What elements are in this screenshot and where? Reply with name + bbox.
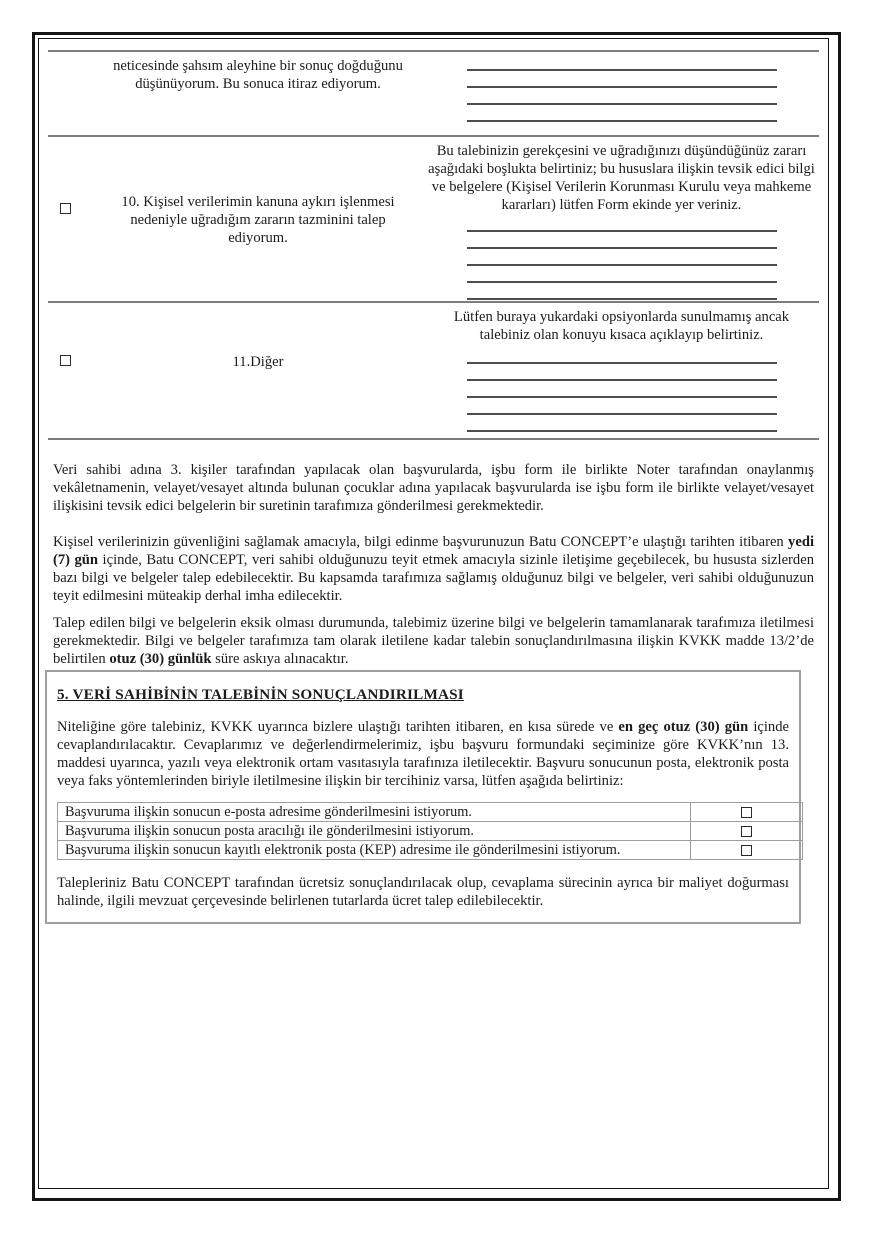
instructions-item-11: Lütfen buraya yukardaki opsiyonlarda sunulmamış ancak talebiniz olan konuyu kısaca açıklayıp belirtiniz.	[453, 309, 790, 343]
table-row-email-option	[58, 803, 803, 822]
checkbox-email-option[interactable]	[741, 807, 752, 818]
statement-item-10: 10. Kişisel verilerimin kanuna aykırı işlenmesi nedeniyle uğradığım zararın tazminini talep ediyorum.	[121, 194, 395, 246]
write-in-line[interactable]	[467, 347, 777, 364]
table-row-compensation	[48, 137, 819, 303]
request-options-table	[48, 50, 819, 440]
instructions-item-10: Bu talebinizin gerekçesini ve uğradığınızı düşündüğünüz zararı aşağıdaki boşlukta belirtiniz; bu hususlara ilişkin tevsik edici bilgi ve belgelere (Kişisel Verilerin Korunması Kurulu veya mahkeme kararları) lütfen Form ekinde yer veriniz.	[428, 143, 815, 213]
section5-box	[45, 670, 801, 924]
page-inner-border	[38, 38, 829, 1189]
write-in-line[interactable]	[467, 364, 777, 381]
page-outer-border	[32, 32, 841, 1201]
write-in-line[interactable]	[467, 54, 777, 71]
checkbox-kep-option[interactable]	[741, 845, 752, 856]
write-in-line[interactable]	[467, 71, 777, 88]
checkbox-post-option[interactable]	[741, 826, 752, 837]
write-in-line[interactable]	[467, 398, 777, 415]
statement-item-11: 11.Diğer	[232, 354, 284, 370]
table-row-kep-option	[58, 841, 803, 860]
option-post-label: Başvuruma ilişkin sonucun posta aracılığı ile gönderilmesini istiyorum.	[58, 822, 691, 841]
option-email-label: Başvuruma ilişkin sonucun e-posta adresime gönderilmesini istiyorum.	[58, 803, 691, 822]
write-in-area-item-11[interactable]	[428, 347, 815, 432]
write-in-line[interactable]	[467, 415, 777, 432]
write-in-line[interactable]	[467, 105, 777, 122]
write-in-line[interactable]	[467, 215, 777, 232]
checkbox-item-10[interactable]	[60, 203, 71, 214]
paragraph-third-party-applications: Veri sahibi adına 3. kişiler tarafından yapılacak olan başvurularda, işbu form ile birlikte Noter tarafından onaylanmış vekâletnamenin, velayet/vesayet altında bulunan çocuklar adına yapılacak başvurularda ise işbu form ile birlikte velayet/vesayet ilişkisini tevsik edici belgelerin bir suretinin tarafımıza gönderilmesi gerekmektedir.	[53, 462, 814, 514]
write-in-line[interactable]	[467, 381, 777, 398]
statement-objection-continued: neticesinde şahsım aleyhine bir sonuç doğduğunu düşünüyorum. Bu sonuca itiraz ediyorum.	[113, 58, 403, 92]
checkbox-cell-empty	[48, 52, 92, 135]
paragraph-identity-verification: Kişisel verilerinizin güvenliğini sağlamak amacıyla, bilgi edinme başvurunuzun Batu CONCEPT’e ulaştığı tarihten itibaren yedi (7) gün içinde, Batu CONCEPT, veri sahibi olduğunuzu teyit etmek amacıyla sizinle iletişime geçebilecek, bu hususta sizlerden bazı bilgi ve belgeler talep edebilecektir. Bu kapsamda tarafımıza sağlamış olduğunuz bilgi ve belgeler, veri sahibi olduğunuzun teyit edilmesini müteakip derhal imha edilecektir.	[53, 534, 814, 604]
write-in-area-item-10[interactable]	[428, 215, 815, 300]
delivery-preference-table	[57, 802, 803, 860]
write-in-line[interactable]	[467, 249, 777, 266]
form-page-content	[39, 50, 828, 924]
section5-heading: 5. VERİ SAHİBİNİN TALEBİNİN SONUÇLANDIRILMASI	[57, 686, 464, 703]
option-kep-label: Başvuruma ilişkin sonucun kayıtlı elektronik posta (KEP) adresime ile gönderilmesini istiyorum.	[58, 841, 691, 860]
write-in-line[interactable]	[467, 266, 777, 283]
write-in-line[interactable]	[467, 232, 777, 249]
checkbox-item-11[interactable]	[60, 355, 71, 366]
write-in-line[interactable]	[467, 283, 777, 300]
write-in-area-objection[interactable]	[428, 54, 815, 122]
section5-fee-note: Talepleriniz Batu CONCEPT tarafından ücretsiz sonuçlandırılacak olup, cevaplama sürecinin ayrıca bir maliyet doğurması halinde, ilgili mevzuat çerçevesinde belirlenen tutarlarda ücret talep edilebilecektir.	[57, 875, 789, 909]
table-row-objection	[48, 52, 819, 137]
write-in-line[interactable]	[467, 88, 777, 105]
section5-intro-paragraph: Niteliğine göre talebiniz, KVKK uyarınca bizlere ulaştığı tarihten itibaren, en kısa sürede ve en geç otuz (30) gün içinde cevaplandırılacaktır. Cevaplarımız ve değerlendirmelerimiz, işbu başvuru formundaki seçiminize göre KVKK’nın 13. maddesi uyarınca, yazılı veya elektronik ortam vasıtasıyla tarafınıza iletilecektir. Başvuru sonucunun posta, elektronik posta veya faks yöntemlerinden biriyle iletilmesine ilişkin bir tercihiniz varsa, lütfen aşağıda belirtiniz:	[57, 719, 789, 789]
table-row-post-option	[58, 822, 803, 841]
body-paragraphs	[53, 461, 814, 668]
table-row-other	[48, 303, 819, 438]
paragraph-missing-documents: Talep edilen bilgi ve belgelerin eksik olması durumunda, talebimiz üzerine bilgi ve belgelerin tamamlanarak tarafımıza iletilmesi gerekmektedir. Bilgi ve belgeler tarafımıza tam olarak iletilene kadar talebin sonuçlandırılmasına ilişkin KVKK madde 13/2’de belirtilen otuz (30) günlük süre askıya alınacaktır.	[53, 615, 814, 667]
